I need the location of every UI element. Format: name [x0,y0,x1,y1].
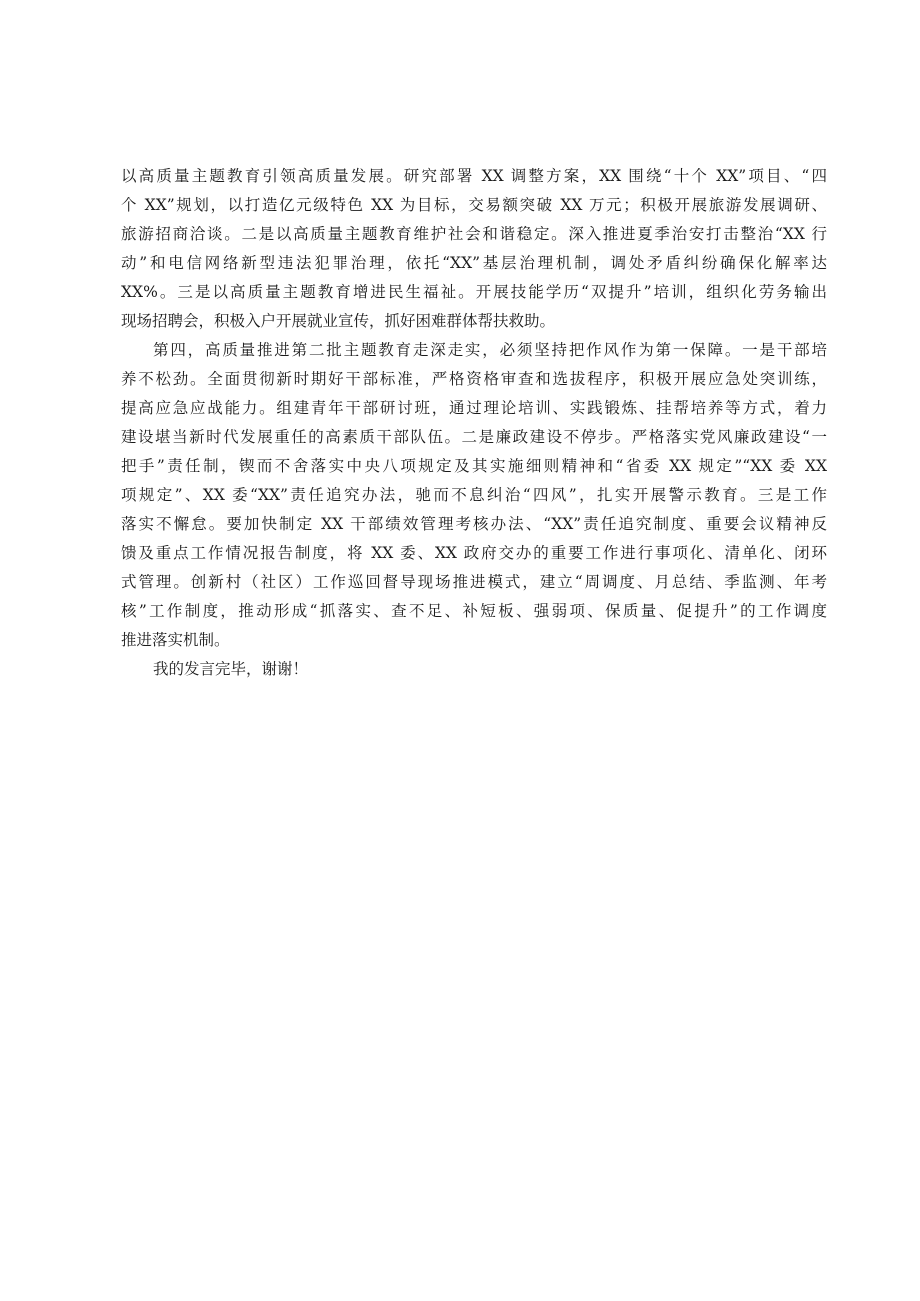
text-line: 以高质量主题教育引领高质量发展。研究部署 XX 调整方案，XX 围绕“十个 XX”项目、“四 [121,167,827,185]
text-line: 现场招聘会，积极入户开展就业宣传，抓好困难群体帮扶救助。 [121,312,556,330]
paragraph-3 [121,655,827,684]
document-body [121,162,827,684]
text-line: 核”工作制度，推动形成“抓落实、查不足、补短板、强弱项、保质量、促提升”的工作调度 [121,602,827,620]
text-line: 推进落实机制。 [121,631,230,649]
text-line: 个 XX”规划，以打造亿元级特色 XX 为目标，交易额突破 XX 万元；积极开展旅游发展调研、 [121,196,827,214]
text-line: 把手”责任制，锲而不舍落实中央八项规定及其实施细则精神和“省委 XX 规定”“XX 委 XX [121,457,827,475]
text-line: 落实不懈怠。要加快制定 XX 干部绩效管理考核办法、“XX”责任追究制度、重要会议精神反 [121,515,827,533]
text-line: 项规定”、XX 委“XX”责任追究办法，驰而不息纠治“四风”，扎实开展警示教育。三是工作 [121,486,827,504]
text-line: 第四，高质量推进第二批主题教育走深走实，必须坚持把作风作为第一保障。一是干部培 [153,341,827,359]
text-line: 式管理。创新村（社区）工作巡回督导现场推进模式，建立“周调度、月总结、季监测、年考 [121,573,827,591]
text-line: 旅游招商洽谈。二是以高质量主题教育维护社会和谐稳定。深入推进夏季治安打击整治“XX 行 [121,225,827,243]
text-line: 养不松劲。全面贯彻新时期好干部标准，严格资格审查和选拔程序，积极开展应急处突训练， [121,370,827,388]
text-line: 建设堪当新时代发展重任的高素质干部队伍。二是廉政建设不停步。严格落实党风廉政建设“一 [121,428,827,446]
text-line: XX%。三是以高质量主题教育增进民生福祉。开展技能学历“双提升”培训，组织化劳务输出 [121,283,827,301]
text-line: 提高应急应战能力。组建青年干部研讨班，通过理论培训、实践锻炼、挂帮培养等方式，着力 [121,399,827,417]
paragraph-2 [121,336,827,655]
paragraph-1 [121,162,827,336]
text-line: 动”和电信网络新型违法犯罪治理，依托“XX”基层治理机制，调处矛盾纠纷确保化解率达 [121,254,827,272]
text-line: 我的发言完毕，谢谢！ [153,660,309,678]
text-line: 馈及重点工作情况报告制度，将 XX 委、XX 政府交办的重要工作进行事项化、清单化、闭环 [121,544,827,562]
